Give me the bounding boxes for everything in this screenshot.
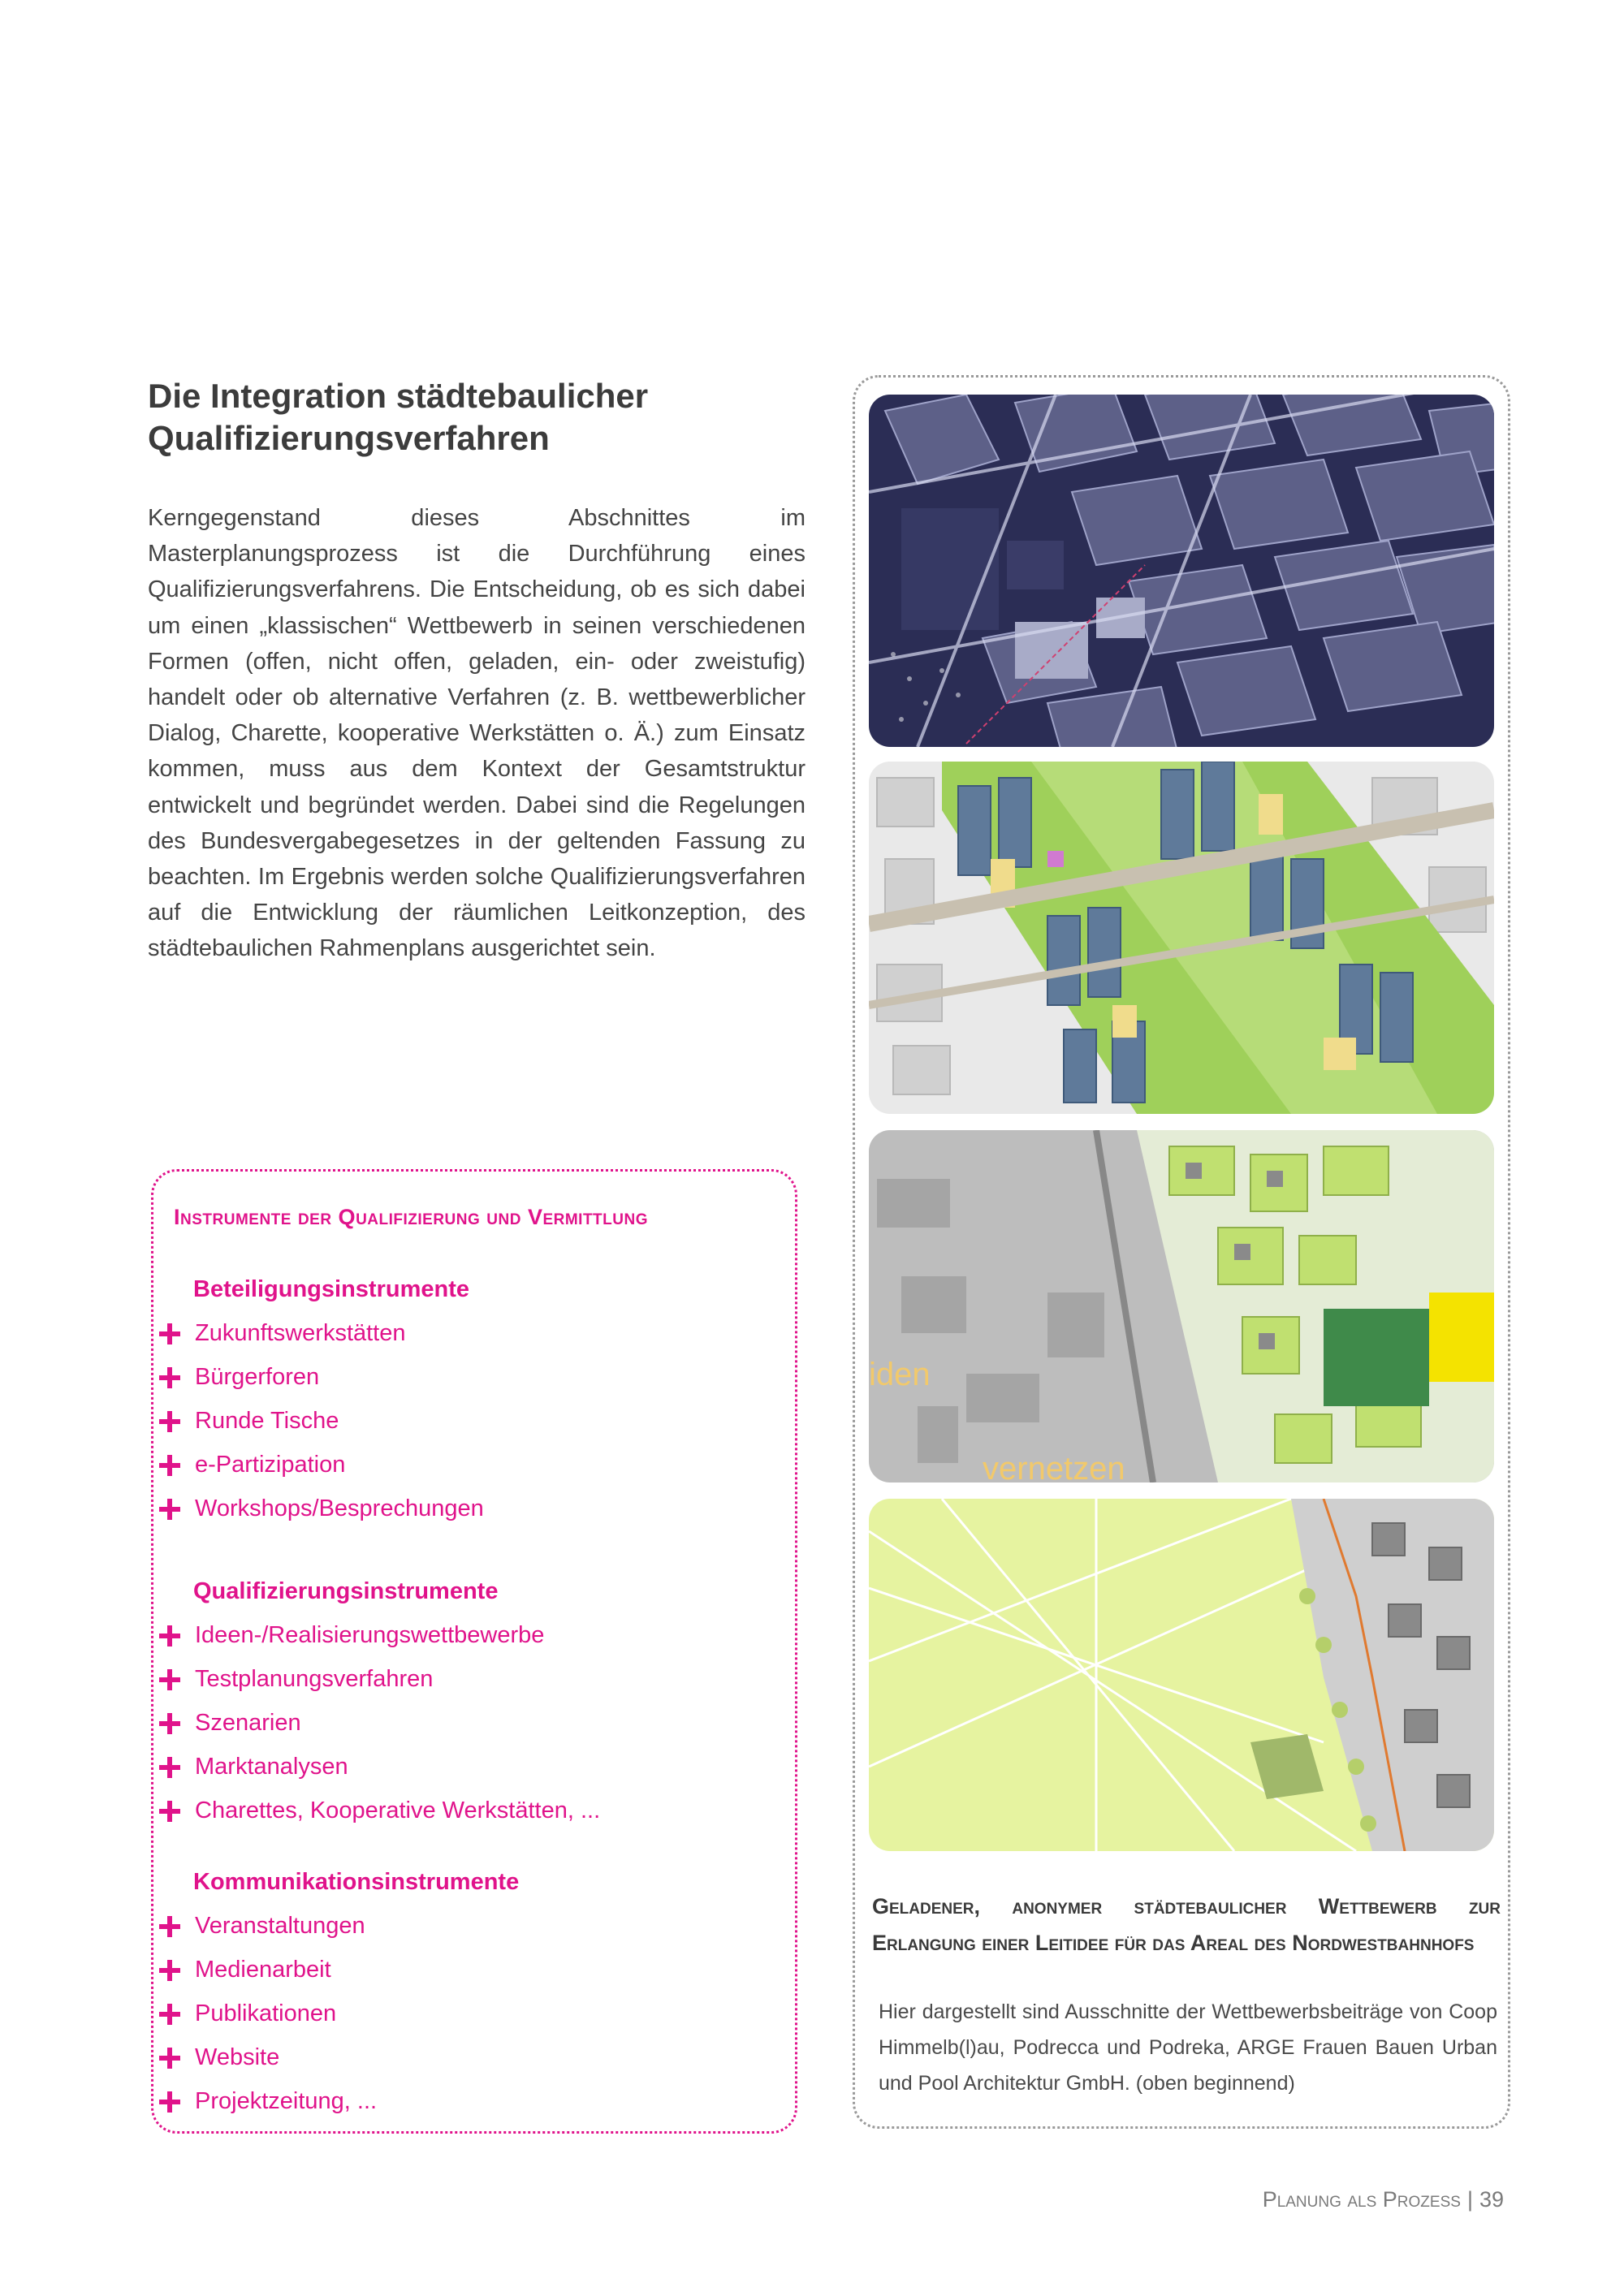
- plus-icon: [159, 1625, 180, 1646]
- map-image-coop-himmelblau: [869, 395, 1494, 747]
- plus-icon: [159, 1323, 180, 1344]
- title-line-2: Qualifizierungsverfahren: [148, 419, 550, 457]
- group-heading-participation: Beteiligungsinstrumente: [193, 1276, 469, 1302]
- list-item: Ideen-/Realisierungswettbewerbe: [159, 1619, 544, 1651]
- list-item: Marktanalysen: [159, 1750, 348, 1783]
- instruments-box: [151, 1169, 797, 2134]
- page-footer: [1263, 2187, 1504, 2212]
- title-line-1: Die Integration städtebaulicher: [148, 377, 649, 415]
- list-item: Medienarbeit: [159, 1953, 331, 1986]
- intro-paragraph: Kerngegenstand dieses Abschnittes im Masterplanungsprozess ist die Durchführung eines Qualifizierungsverfahrens. Die Entscheidung, ob es sich dabei um einen „klassischen“ Wettbewerb in seinen verschiedenen Formen (offen, nicht offen, geladen, ein- oder zweistufig) handelt oder ob alternative Verfahren (z. B. wettbewerblicher Dialog, Charette, kooperative Werkstätten o. Ä.) zum Einsatz kommen, muss aus dem Kontext der Gesamtstruktur entwickelt und begründet werden. Dabei sind die Regelungen des Bundesvergabegesetzes in der geltenden Fassung zu beachten. Im Ergebnis werden solche Qualifizierungsverfahren auf die Entwicklung der räumlichen Leitkonzeption, des städtebaulichen Rahmenplans ausgerichtet sein.: [148, 505, 806, 962]
- list-item: Charettes, Kooperative Werkstätten, ...: [159, 1794, 600, 1827]
- instruments-title: Instrumente der Qualifizierung und Vermittlung: [174, 1205, 648, 1229]
- map-image-podrecca: [869, 762, 1494, 1114]
- list-item: e-Partizipation: [159, 1448, 345, 1481]
- group-heading-communication: Kommunikationsinstrumente: [193, 1869, 520, 1895]
- list-item: Projektzeitung, ...: [159, 2085, 377, 2117]
- caption-body: Hier dargestellt sind Ausschnitte der Wettbewerbsbeiträge von Coop Himmelb(l)au, Podrecca und Podreka, ARGE Frauen Bauen Urban und Pool Architektur GmbH. (oben beginnend): [879, 2000, 1497, 2095]
- green-plan-map: [869, 762, 1494, 1114]
- plus-icon: [159, 1669, 180, 1690]
- plus-icon: [159, 1499, 180, 1520]
- list-item: Testplanungsverfahren: [159, 1663, 433, 1695]
- page-title: [148, 375, 814, 460]
- list-item: Veranstaltungen: [159, 1910, 365, 1942]
- list-item: Bürgerforen: [159, 1361, 319, 1393]
- map-image-arge-frauen: [869, 1130, 1494, 1482]
- group-heading-qualification: Qualifizierungsinstrumente: [193, 1578, 499, 1604]
- footer-section-title: Planung als Prozess: [1262, 2187, 1461, 2212]
- list-item: Runde Tische: [159, 1405, 339, 1437]
- plus-icon: [159, 2048, 180, 2069]
- page-number: 39: [1479, 2187, 1504, 2212]
- plus-icon: [159, 2091, 180, 2113]
- dark-city-map: [869, 395, 1494, 747]
- map-label-iden: iden: [869, 1357, 931, 1392]
- lime-park-map: [869, 1499, 1494, 1851]
- footer-separator: |: [1466, 2187, 1473, 2212]
- list-item: Szenarien: [159, 1707, 301, 1739]
- plus-icon: [159, 2004, 180, 2025]
- plus-icon: [159, 1367, 180, 1388]
- plus-icon: [159, 1411, 180, 1432]
- list-item: Publikationen: [159, 1997, 336, 2030]
- plus-icon: [159, 1455, 180, 1476]
- plus-icon: [159, 1713, 180, 1734]
- plus-icon: [159, 1960, 180, 1981]
- plus-icon: [159, 1757, 180, 1778]
- plus-icon: [159, 1916, 180, 1937]
- list-item: Workshops/Besprechungen: [159, 1492, 484, 1525]
- plus-icon: [159, 1801, 180, 1822]
- list-item: Website: [159, 2041, 279, 2074]
- aerial-plan-map: [869, 1130, 1494, 1482]
- map-label-vernetzen: vernetzen: [983, 1451, 1125, 1482]
- list-item: Zukunftswerkstätten: [159, 1317, 406, 1349]
- map-image-pool-architektur: [869, 1499, 1494, 1851]
- caption-heading: Geladener, anonymer städtebaulicher Wettbewerb zur Erlangung einer Leitidee für das Areal des Nordwestbahnhofs: [872, 1894, 1501, 1955]
